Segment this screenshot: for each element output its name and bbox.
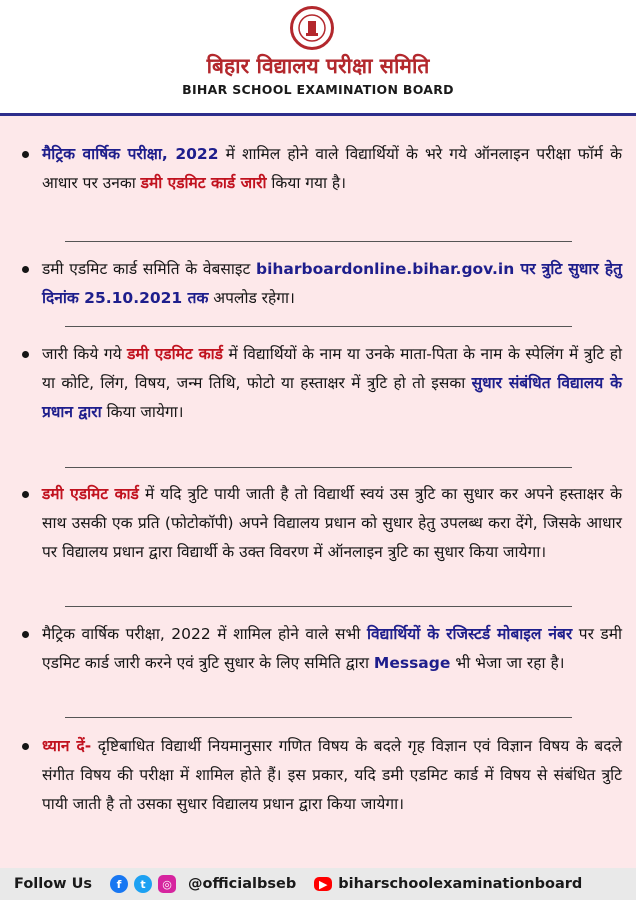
notice-item-6: [22, 732, 622, 819]
notice-text: [42, 732, 622, 819]
body-text: पर डमी एडमिट कार्ड जारी करने एवं त्रुटि सुधार के लिए समिति द्वारा: [42, 625, 623, 672]
divider: [65, 606, 572, 607]
instagram-icon[interactable]: ◎: [158, 875, 176, 893]
body-text: जारी किये गये: [42, 345, 128, 363]
board-title-english: BIHAR SCHOOL EXAMINATION BOARD: [182, 82, 454, 97]
bullet-icon: [22, 631, 29, 638]
highlight-text: ध्यान दें-: [42, 737, 92, 755]
body-text: भी भेजा जा रहा है।: [450, 654, 565, 672]
highlight-text: मैट्रिक वार्षिक परीक्षा, 2022: [42, 145, 219, 163]
divider: [65, 467, 572, 468]
divider: [65, 717, 572, 718]
notice-item-3: [22, 340, 622, 427]
bullet-icon: [22, 743, 29, 750]
notice-item-1: [22, 140, 622, 198]
social-footer: [0, 868, 636, 900]
body-text: किया जायेगा।: [101, 403, 184, 421]
bullet-icon: [22, 151, 29, 158]
social-handle[interactable]: @officialbseb: [188, 876, 297, 892]
highlight-text: डमी एडमिट कार्ड: [42, 485, 139, 503]
highlight-text: डमी एडमिट कार्ड जारी: [140, 174, 267, 192]
bullet-icon: [22, 491, 29, 498]
highlight-text: Message: [373, 654, 451, 672]
body-text: डमी एडमिट कार्ड समिति के वेबसाइट: [42, 260, 256, 278]
notice-item-5: [22, 620, 622, 678]
bseb-emblem-icon: [290, 6, 334, 50]
follow-label: Follow Us: [14, 876, 93, 892]
notice-text: [42, 480, 622, 567]
page-header: [0, 0, 636, 114]
highlight-text: विद्यार्थियों के रजिस्टर्ड मोबाइल नंबर: [366, 625, 573, 643]
youtube-icon[interactable]: ▶: [314, 877, 332, 891]
body-text: में यदि त्रुटि पायी जाती है तो विद्यार्थी स्वयं उस त्रुटि का सुधार कर अपने हस्ताक्षर के साथ उसकी एक प्रति (फोटोकॉपी) अपने विद्यालय प्रधान को सुधार हेतु उपलब्ध करा देंगे, जिसके आधार पर विद्यालय प्रधान द्वारा विद्यार्थी के उक्त विवरण में ऑनलाइन त्रुटि का सुधार किया जायेगा।: [42, 485, 622, 561]
body-text: मैट्रिक वार्षिक परीक्षा, 2022 में शामिल होने वाले सभी: [42, 625, 367, 643]
highlight-text: डमी एडमिट कार्ड: [127, 345, 223, 363]
twitter-icon[interactable]: t: [134, 875, 152, 893]
bullet-icon: [22, 266, 29, 273]
board-title-hindi: बिहार विद्यालय परीक्षा समिति: [206, 54, 430, 78]
body-text: किया गया है।: [266, 174, 347, 192]
divider: [65, 241, 572, 242]
notice-body: [0, 116, 636, 868]
notice-text: [42, 340, 622, 427]
body-text: अपलोड रहेगा।: [208, 289, 295, 307]
notice-item-4: [22, 480, 622, 567]
notice-text: [42, 255, 622, 313]
highlight-text: biharboardonline.bihar.gov.in पर त्रुटि सुधार हेतु दिनांक 25.10.2021 तक: [42, 260, 622, 307]
body-text: में विद्यार्थियों के नाम या उनके माता-पिता के नाम के स्पेलिंग में त्रुटि हो या कोटि, लिंग, विषय, जन्म तिथि, फोटो या हस्ताक्षर में त्रुटि हो तो इसका: [42, 345, 623, 392]
notice-item-2: [22, 255, 622, 313]
notice-text: [42, 140, 622, 198]
youtube-channel[interactable]: biharschoolexaminationboard: [338, 876, 583, 892]
notice-text: [42, 620, 622, 678]
bullet-icon: [22, 351, 29, 358]
body-text: दृष्टिबाधित विद्यार्थी नियमानुसार गणित विषय के बदले गृह विज्ञान एवं विज्ञान विषय के बदले संगीत विषय की परीक्षा में शामिल होते हैं। इस प्रकार, यदि डमी एडमिट कार्ड में विषय से संबंधित त्रुटि पायी जाती है तो उसका सुधार विद्यालय प्रधान द्वारा किया जायेगा।: [42, 737, 622, 813]
divider: [65, 326, 572, 327]
body-text: में शामिल होने वाले विद्यार्थियों के भरे गये ऑनलाइन परीक्षा फॉर्म के आधार पर उनका: [42, 145, 622, 192]
facebook-icon[interactable]: f: [110, 875, 128, 893]
highlight-text: सुधार संबंधित विद्यालय के प्रधान द्वारा: [42, 374, 622, 421]
